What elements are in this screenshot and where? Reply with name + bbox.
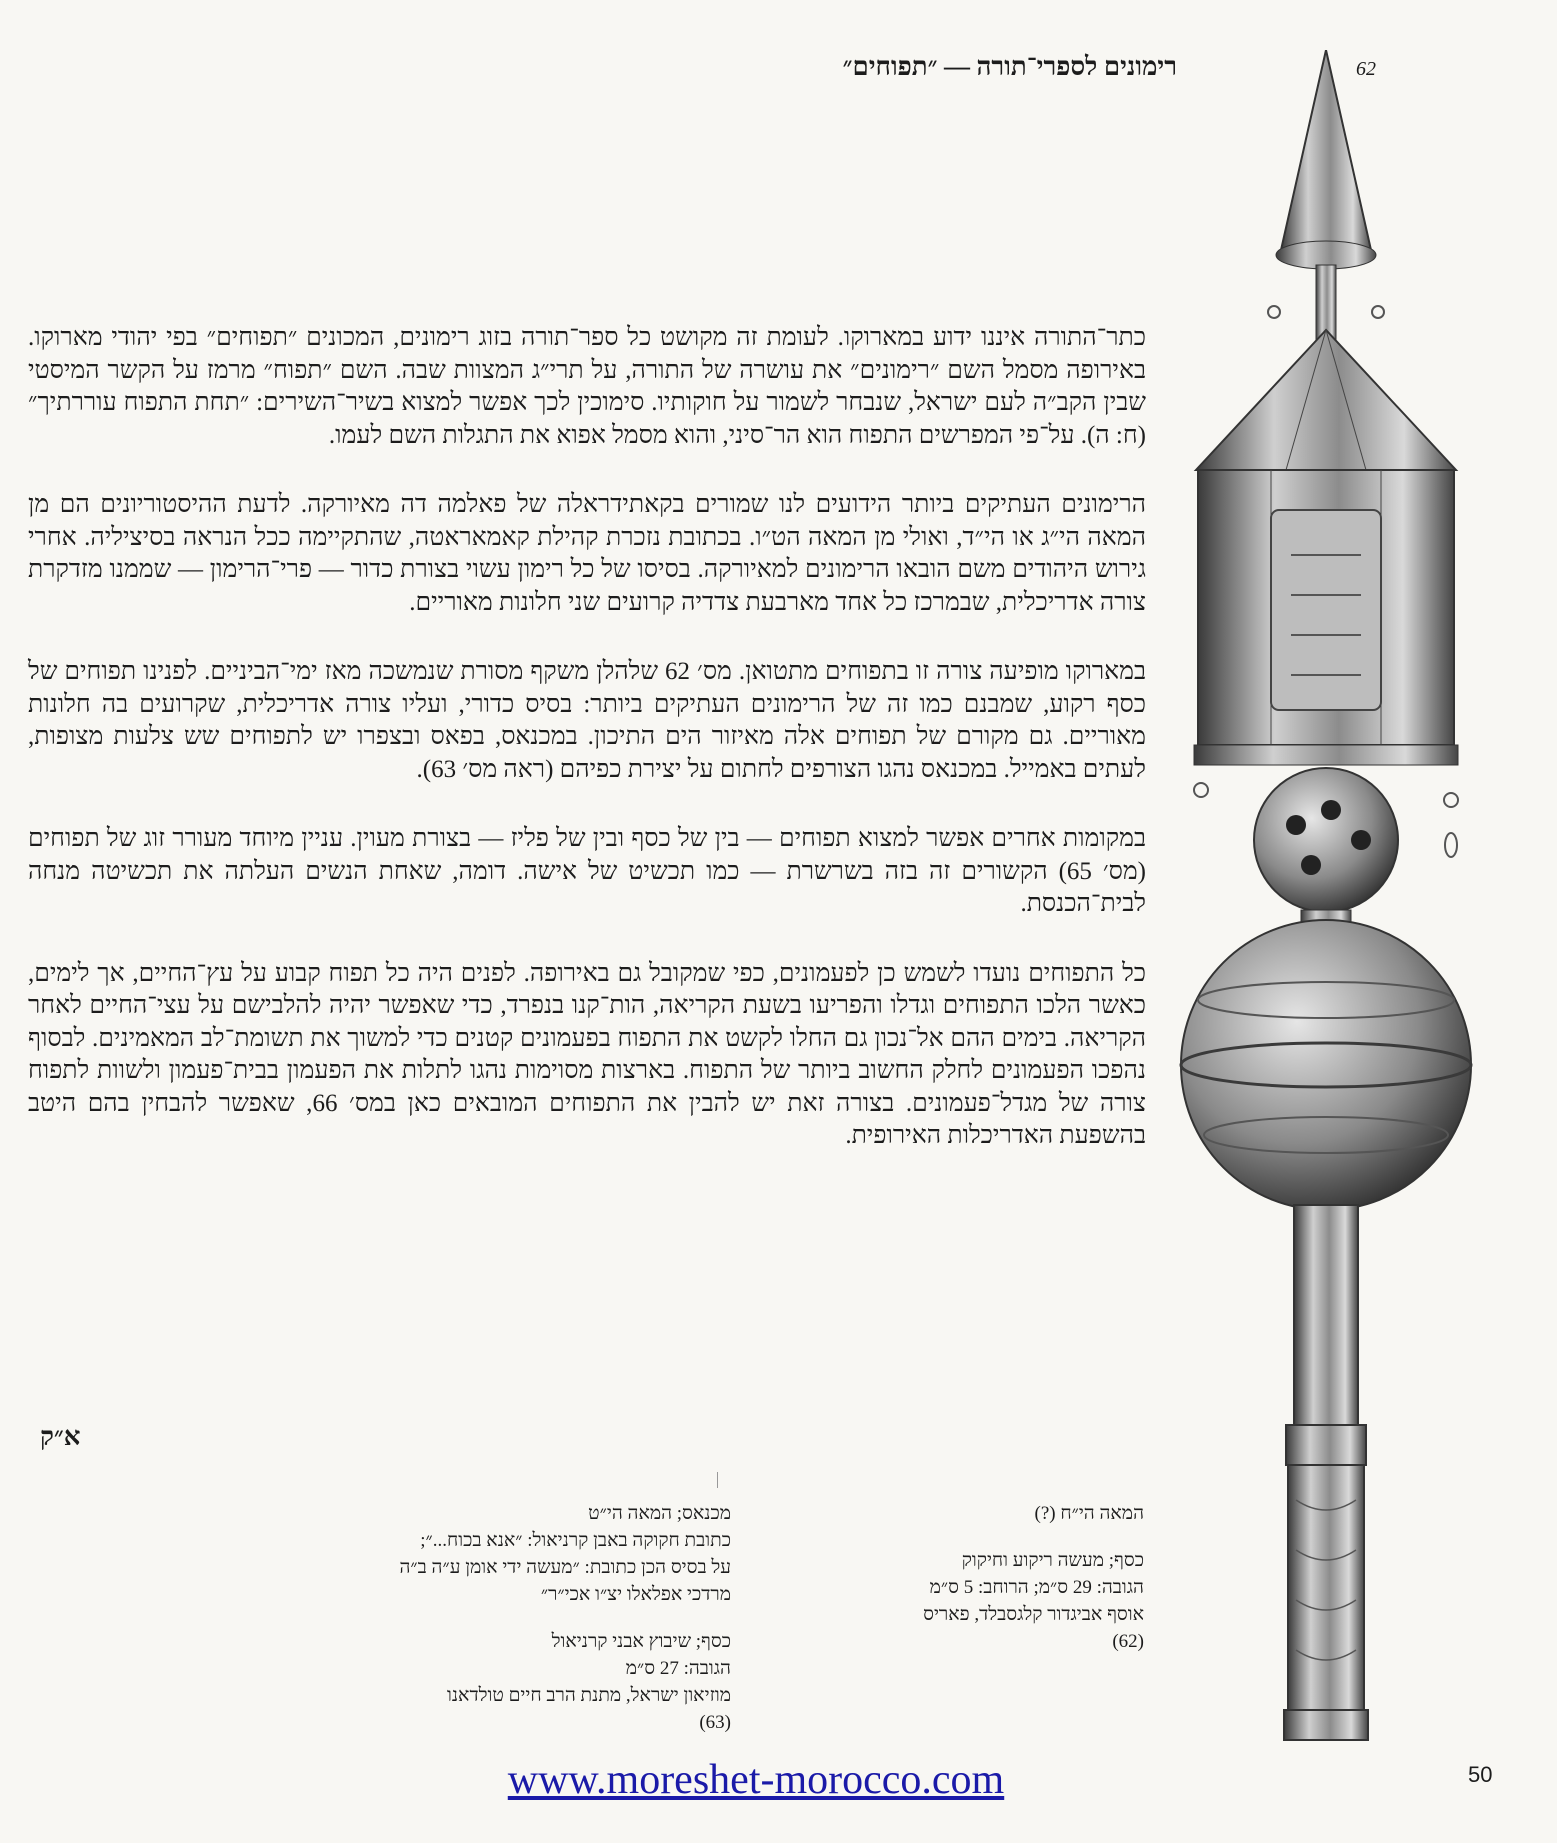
caption-line: מרדכי אפלאלו יצ״ו אכי״ר״ bbox=[540, 1584, 731, 1605]
page-number: 50 bbox=[1468, 1762, 1493, 1787]
caption-line: מוזיאון ישראל, מתנת הרב חיים טולדאנו bbox=[447, 1685, 731, 1706]
caption-item-62 bbox=[804, 1500, 1144, 1655]
article-body bbox=[28, 322, 1146, 1190]
running-title: רימונים לספרי־תורה — ״תפוחים״ bbox=[842, 52, 1177, 81]
caption-line: הגובה: 27 ס״מ bbox=[625, 1658, 731, 1679]
caption-line: כתובת חקוקה באבן קרניאול: ״אנא בכוח...״; bbox=[420, 1530, 731, 1551]
caption-line: (63) bbox=[699, 1712, 731, 1733]
rimon-torah-finial-photo bbox=[1176, 50, 1476, 1750]
paragraph: במארוקו מופיעה צורה זו בתפוחים מתטואן. מס׳ 62 שלהלן משקף מסורת שנמשכה מאז ימי־הביניים. לפנינו תפוחים של כסף רקוע, שמבנם כמו זה של הרימונים העתיקים ביותר: בסיס כדורי, ועליו צורה אדריכלית, שקרועים בה חלונות מאוריים. גם מקורם של תפוחים אלה מאיזור הים התיכון. במכנאס, בפאס ובצפרו יש לתפוחים שש צלעות מצופות, לעתים באמייל. במכנאס נהגו הצורפים לחתום על יצירת כפיהם (ראה מס׳ 63). bbox=[28, 658, 1147, 783]
paragraph: כתר־התורה איננו ידוע במארוקו. לעומת זה מקושט כל ספר־תורה בזוג רימונים, המכונים ״תפוחים״ בפי יהודי מארוקו. באירופה מסמל השם ״רימונים״ את עושרה של התורה, על תרי״ג המצוות שבה. השם ״תפוח״ מרמז על הקשר המיסטי שבין הקב״ה לעם ישראל, שנבחר לשמור על חוקותיו. סימוכין לכך אפשר למצוא בשיר־השירים: ״תחת התפוח עוררתיך״ (ח: ה). על־פי המפרשים התפוח הוא הר־סיני, והוא מסמל אפוא את התגלות השם לעמו. bbox=[28, 324, 1146, 449]
caption-line: מכנאס; המאה הי״ט bbox=[588, 1503, 731, 1524]
caption-line: המאה הי״ח (?) bbox=[1034, 1503, 1144, 1524]
caption-line: כסף; שיבוץ אבני קרניאול bbox=[551, 1631, 731, 1652]
author-initials: א״ק bbox=[40, 1422, 81, 1451]
caption-line: כסף; מעשה ריקוע וחיקוק bbox=[961, 1550, 1144, 1571]
caption-line: (62) bbox=[1112, 1631, 1144, 1652]
caption-item-63 bbox=[271, 1500, 731, 1736]
caption-line: על בסיס הכן כתובת: ״מעשה ידי אומן ע״ה ב״ה bbox=[399, 1557, 731, 1578]
caption-line: הגובה: 29 ס״מ; הרוחב: 5 ס״מ bbox=[929, 1577, 1144, 1598]
caption-divider bbox=[717, 1472, 718, 1488]
paragraph: הרימונים העתיקים ביותר הידועים לנו שמורים בקאתידראלה של פאלמה דה מאיורקה. לדעת ההיסטוריונים הם מן המאה הי״ג או הי״ד, ואולי מן המאה הט״ו. בכתובת נזכרת קהילת קאמאראטה, שהתקיימה ככל הנראה בסיציליה. אחרי גירוש היהודים משם הובאו הרימונים למאיורקה. בסיסו של כל רימון עשוי בצורת כדור — פרי־הרימון — שממנו מזדקרת צורה אדריכלית, שבמרכז כל אחד מארבעת צדדיה קרועים שני חלונות מאוריים. bbox=[28, 491, 1146, 616]
plate-number: 62 bbox=[1356, 58, 1376, 80]
paragraph: כל התפוחים נועדו לשמש כן לפעמונים, כפי שמקובל גם באירופה. לפנים היה כל תפוח קבוע על עץ־החיים, אך לימים, כאשר הלכו התפוחים וגדלו והפריעו בשעת הקריאה, הות־קנו בנפרד, כדי שאפשר יהיה להלבישם על עצי־החיים לאחר הקריאה. בימים ההם אל־נכון גם החלו לקשט את התפוח בפעמונים קטנים כדי למשוך את תשומת־לב המאמינים. לבסוף נהפכו הפעמונים לחלק החשוב ביותר של התפוח. בארצות מסוימות נהגו לתלות את הפעמון בבית־פעמון ולשוות לתפוח צורה של מגדל־פעמונים. בצורה זאת יש להבין את התפוחים המובאים כאן במס׳ 66, שאפשר להבחין בהם היטב בהשפעת האדריכלות האירופית. bbox=[28, 959, 1146, 1149]
website-link[interactable]: www.moreshet-morocco.com bbox=[507, 1757, 1005, 1803]
paragraph: במקומות אחרים אפשר למצוא תפוחים — בין של כסף ובין של פליז — בצורת מעוין. עניין מיוחד מעורר זוג של תפוחים (מס׳ 65) הקשורים זה בזה בשרשרת — כמו תכשיט של אישה. דומה, שאחת הנשים העלתה את תכשיטה מנחה לבית־הכנסת. bbox=[28, 825, 1147, 917]
caption-line: אוסף אביגדור קלגסבלד, פאריס bbox=[923, 1604, 1144, 1625]
